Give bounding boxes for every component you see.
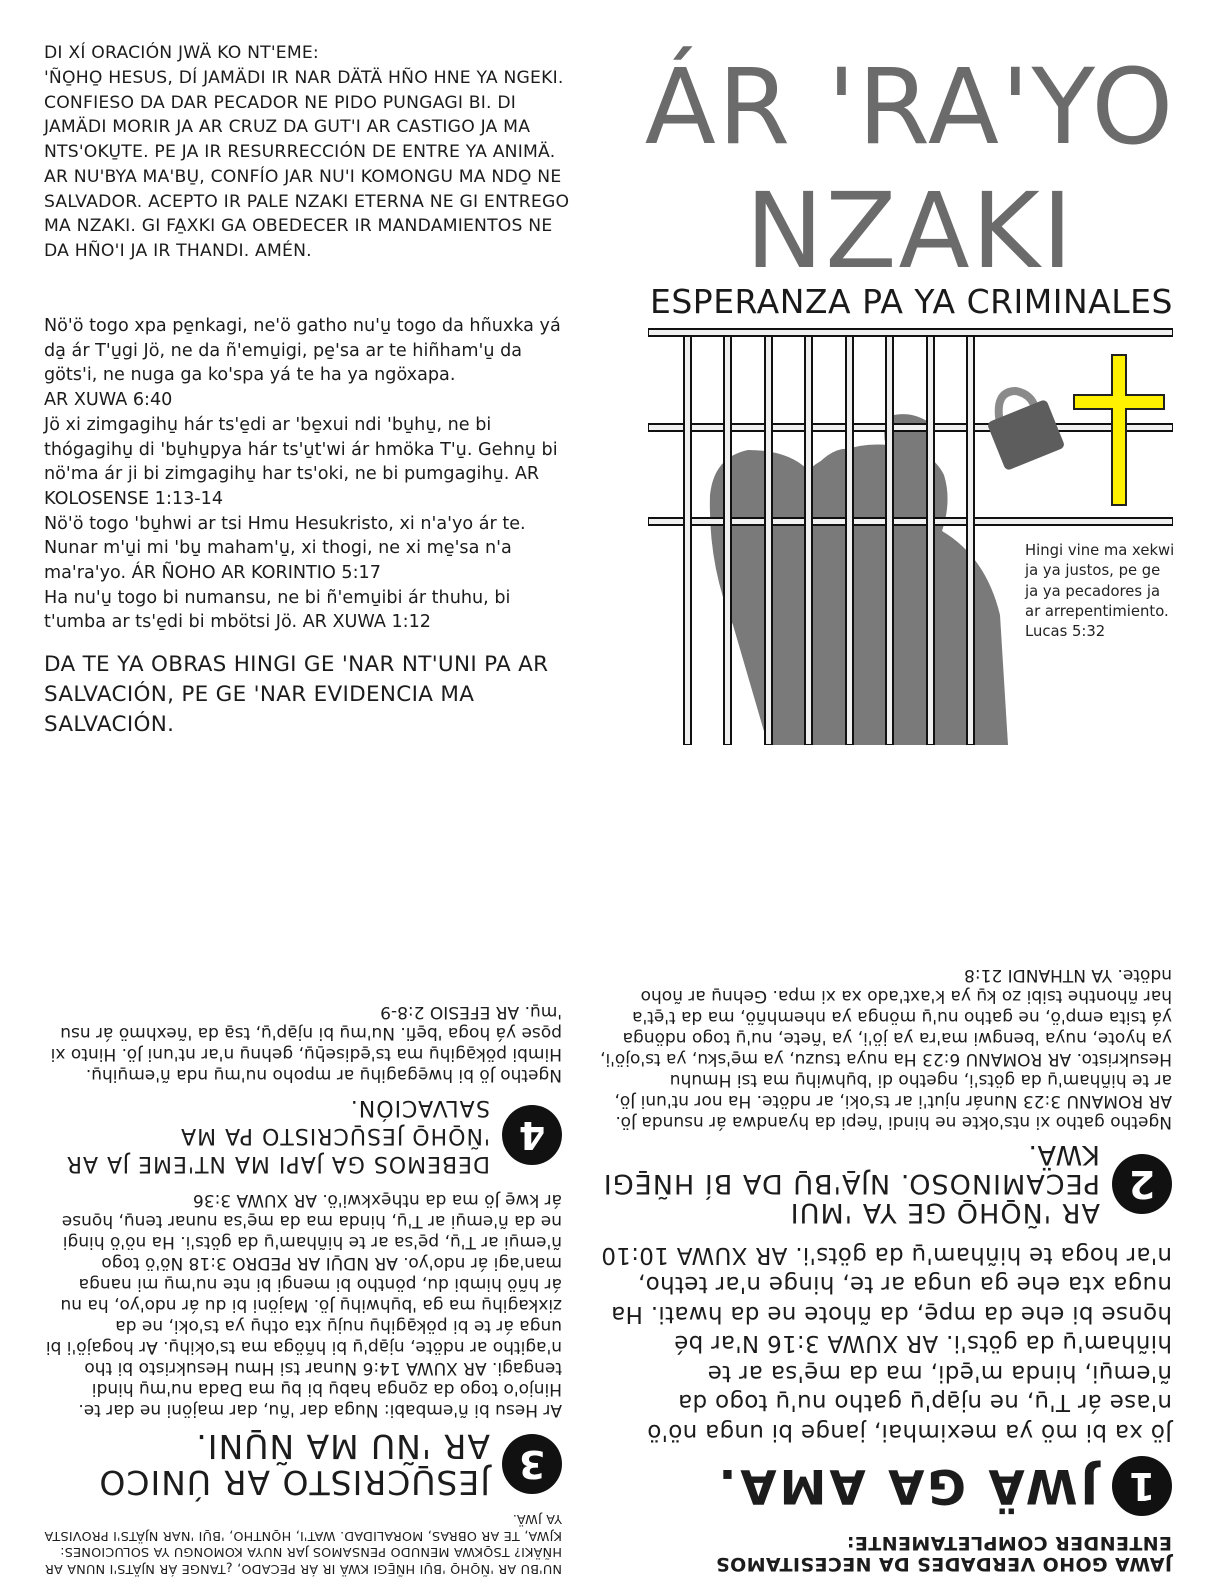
section-2-header — [600, 1141, 1172, 1228]
verses-block — [44, 314, 570, 635]
inner-panels-rotated — [0, 790, 1224, 1584]
verse-paragraph: Jö xi zimgagihu̱ hár ts'e̱di ar 'be̱xui ndi 'bu̱hu̱, ne bi thógagihu̱ di 'bu̱hu̱pya hár ts'u̱t'wi ár hmöka T'u̱. Gehnu̱ bi nö'ma ár ji bi zimgagihu̱ har ts'oki, ne bi pumgagihu̱. AR KOLOSENSE 1:13-14 — [44, 414, 558, 509]
section-4-text: Ngetho Jö bi hwe̱gagihu̱ ar mpoho nu'mu̱ nda ñ'emu̱ihu̱. Himbi pöka̱gihu̱ ma ts'e̱diseẖu̱, gehnu̱ n'ar nt'uni Jö. Hinto xi po̱se yá hoga 'be̱fi. Nu'mu̱ bi nja̱p'u̱, tsa̱ da 'ñexhmö ár nsu 'mu̱. AR EFESIO 2:8-9 — [50, 1002, 562, 1085]
section-4-header — [42, 1093, 562, 1177]
verse-paragraph: AR XUWA 6:40 — [44, 390, 173, 411]
section-4-heading: DEBEMOS GA JAPI MA NT'EME JA AR 'ÑO̱HO̱ JESU̱CRISTO PA MA SALVACIÓN. — [65, 1095, 490, 1176]
cover-title-line1: ÁR 'RA'YO — [644, 46, 1176, 168]
works-statement: DA TE YA OBRAS HINGI GE 'NAR NT'UNI PA AR SALVACIÓN, PE GE 'NAR EVIDENCIA MA SALVACIÓN. — [44, 652, 549, 737]
section-2-text: Ngetho gatho xi nts'okte ne hindi 'ñepi da hyandwa ár nsunda Jö. AR ROMANU 3:23 Nunár njut'i ar ts'oki, ar ndöte. Ha nor nt'uni Jö, ar te hiñham'u̱ da göts'i, ngetho di 'bu̱hwihu̱ ma tsi Hmuhu Hesukristo. AR ROMANU 6:23 Ha nuya tsuzu, ya me̱'sku, ya ts'ojö'i, ya hyote, nuya 'bengwi ma'ra ya jö'i, ya 'ñete, nu'u̱ togo ndönga yá tsita emp'ö, ne gatho nu'u̱ mönga ya nhemhñö, ma da t'e̱t'a har ñhonthe tsibi zo ku̱ ya k'axt'ado xa xi mpa. Gehnu̱ ar ñoho ndöte. YA NTHANDI 21:8 — [600, 965, 1172, 1133]
padlock-icon — [987, 391, 1066, 471]
prisoner-silhouette — [710, 414, 1008, 745]
prayer-title: DI XÍ ORACIÓN JWÄ KO NT'EME: — [44, 43, 319, 63]
section-3-text: Ar Hesu bi ñ'embabi: Nuga dar 'ñu, dar majöni ne dar te. Hinjo'o togo da zo̱nga habu̱ bi bu̱ ma Dada nu'mu̱ hindi tengagi. AR XUWA 14:6 Nunar tsi Hmu Hesukristo bi tho n'agitho ar ndöte, nja̱p'u̱ bi hñöga ma ts'okihu̱. Ar hogajö'i bi unga ár te bi pöka̱gihu̱ nuju̱ xta othu̱ ya ts'oki, ne da zixkagihu̱ ma ga 'bu̱hwihu̱ Jö. Majöni bi du ár ndo'yo, ha nu ár hñö himbi du, pöntho bi mengi bi nte nu'mu̱ mi nanga man'agi ár ndo'yo. AR NDU̱I AR PEDRO 3:18 Nö'ö togo ñ'emu̱i ar T'u̱, pe̱'sa ar te hiñham'u̱ da göts'i. Ha nö'ö hingi ne da ñ'emu̱i ar T'u̱, hinda ma da me̱'sa nunar tenu̱, ho̱nse ár kwe̱ Jö ma da nthe̱xkwi'ö. AR XUWA 3:36 — [45, 1190, 562, 1420]
section-1-heading: JWÄ GA AMA. — [715, 1458, 1098, 1514]
section-1-header — [600, 1456, 1172, 1516]
verse-paragraph: Nö'ö togo xpa pe̱nkagi, ne'ö gatho nu'u̱ togo da hñuxka yá da̱ ár T'u̱gi Jö, ne da ñ'emu̱igi, pe̱'sa ar te hiñham'u̱ da göts'i, ne nuga ga ko'spa yá te ha ya ngöxapa. — [44, 316, 561, 386]
panel-sections-1-2 — [600, 965, 1172, 1584]
section-number-badge: 4 — [502, 1105, 562, 1165]
cover-subtitle: ESPERANZA PA YA CRIMINALES — [650, 282, 1173, 321]
section-number-badge: 1 — [1112, 1456, 1172, 1516]
prison-illustration — [648, 325, 1173, 745]
section-1-text: Jö xa bi mö ya meximhai, jange bi unga nö'ö n'ase ár T'u̱, ne nja̱p'u̱ gatho nu'u̱ togo da ñ'emu̱i, hinda m'e̱di, ma da me̱'sa ar te hiñham'u̱ da göts'i. AR XUWA 3:16 N'ar bé ho̱nse bi ehe da mpe̱, da ñhote ne da hwati. Ha nuga xta ehe ga unga ar te, hinge n'ar tetho, n'ar hoga te hiñham'u̱ da göts'i. AR XUWA 10:10 — [601, 1242, 1172, 1445]
verse-paragraph: Nö'ö togo 'bu̱hwi ar tsi Hmu Hesukristo, xi n'a'yo ár te. Nunar m'u̱i mi 'bu̱ maham'u̱, xi thogi, ne xi me̱'sa n'a ma'ra'yo. ÁR ÑOHO AR KORINTIO 5:17 — [44, 513, 526, 584]
section-number-badge: 3 — [502, 1434, 562, 1494]
section-2-heading: AR 'ÑO̱HO̱ GE YA 'MUI PECAMINOSO. NJA̱'BU̱ DA BÍ HÑE̱GI KWÄ. — [602, 1139, 1100, 1229]
intro-heading: JAWA GOHO VERDADES DA NECESITAMOS ENTENDER COMPLETAMENTE: — [715, 1532, 1172, 1575]
section-3-header — [42, 1428, 562, 1500]
section-5-intro-text: NU'BU AR 'ÑO̱HO̱ 'BU̱I HÑE̱GI KWÄ IR ÁR PECADO, ¿TANGE ÁR NJÄTS'I NUNA AR HÑÄKI? TSO̱KWA MENUDO PENSAMOS JAR NUYA KOMONGU YA SOLUCIONES: KJWA, TE AR OBRAS, MORALIDAD. WAT'I, HO̱NTHO, 'BU̱I 'NAR NJÄTS'I PROVISTA YA JWÄ. — [44, 1511, 562, 1576]
section-number-badge: 2 — [1112, 1154, 1172, 1214]
panel-sections-3-4 — [42, 1001, 562, 1584]
cover-title-line2: NZAKI — [745, 170, 1075, 292]
verse-paragraph: Ha nu'u̱ togo bi numansu, ne bi ñ'emu̱ibi ár thuhu, bi t'umba ar ts'e̱di bi mbötsi Jö. AR XUWA 1:12 — [44, 587, 511, 633]
cover-verse-caption: Hingi vine ma xekwi ja ya justos, pe ge ja ya pecadores ja ar arrepentimiento. Lucas 5:32 — [1025, 542, 1175, 641]
prayer-body: 'ÑO̱HO̱ HESUS, DÍ JAMÄDI IR NAR DÄTÄ HÑO HNE YA NGEKI. CONFIESO DA DAR PECADOR NE PIDO PUNGAGI BI. DI JAMÄDI MORIR JA AR CRUZ DA GUT'I AR CASTIGO JA MA NTS'OKU̱TE. PE JA IR RESURRECCIÓN DE ENTRE YA ANIMÄ. AR NU'BYA MA'BU̱, CONFÍO JAR NU'I KOMONGU MA NDO̱ NE SALVADOR. ACEPTO IR PALE NZAKI ETERNA NE GI ENTREGO MA NZAKI. GI FA̱XKI GA OBEDECER IR MANDAMIENTOS NE DA HÑO'I JA IR THANDI. AMÉN. — [44, 68, 570, 261]
section-3-heading: JESU̱CRISTO AR ÚNICO AR 'ÑU MA ÑU̱NI. — [98, 1427, 490, 1502]
